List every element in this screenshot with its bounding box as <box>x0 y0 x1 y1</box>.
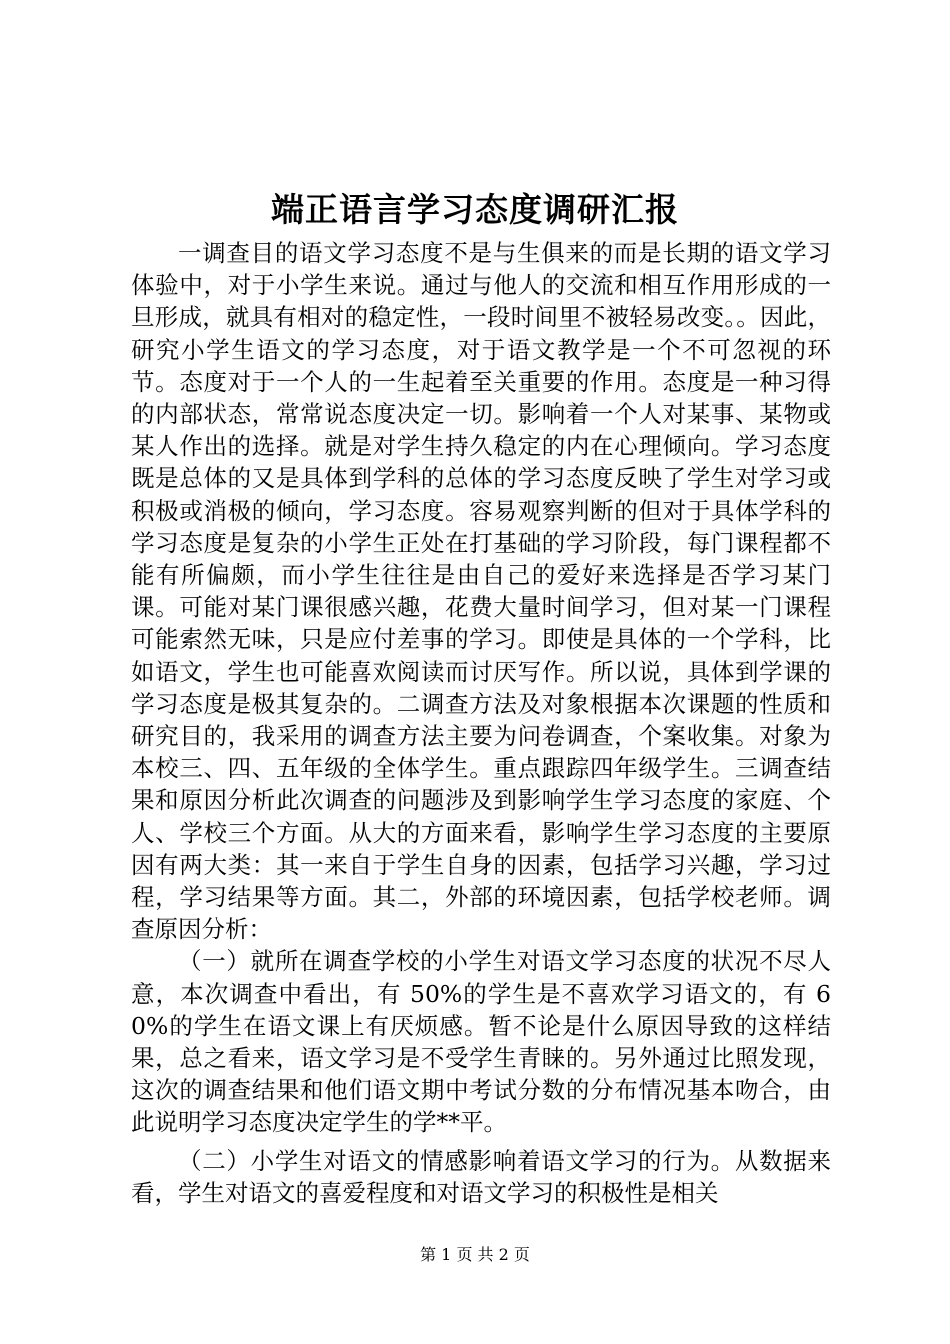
document-body <box>131 237 831 1209</box>
document-title: 端正语言学习态度调研汇报 <box>271 190 679 229</box>
paragraph-1: 一调查目的语文学习态度不是与生俱来的而是长期的语文学习体验中，对于小学生来说。通过与他人的交流和相互作用形成的一旦形成，就具有相对的稳定性，一段时间里不被轻易改变。。因此，研究小学生语文的学习态度，对于语文教学是一个不可忽视的环节。态度对于一个人的一生起着至关重要的作用。态度是一种习得的内部状态，常常说态度决定一切。影响着一个人对某事、某物或某人作出的选择。就是对学生持久稳定的内在心理倾向。学习态度既是总体的又是具体到学科的总体的学习态度反映了学生对学习或积极或消极的倾向，学习态度。容易观察判断的但对于具体学科的学习态度是复杂的小学生正处在打基础的学习阶段，每门课程都不能有所偏颇，而小学生往往是由自己的爱好来选择是否学习某门课。可能对某门课很感兴趣，花费大量时间学习，但对某一门课程可能索然无味，只是应付差事的学习。即使是具体的一个学科，比如语文，学生也可能喜欢阅读而讨厌写作。所以说，具体到学课的学习态度是极其复杂的。二调查方法及对象根据本次课题的性质和研究目的，我采用的调查方法主要为问卷调查，个案收集。对象为本校三、四、五年级的全体学生。重点跟踪四年级学生。三调查结果和原因分析此次调查的问题涉及到影响学生学习态度的家庭、个人、学校三个方面。从大的方面来看，影响学生学习态度的主要原因有两大类：其一来自于学生自身的因素，包括学习兴趣，学习过程，学习结果等方面。其二，外部的环境因素，包括学校老师。调查原因分析： <box>131 239 831 944</box>
page-number-footer: 第 1 页 共 2 页 <box>420 1245 530 1264</box>
paragraph-3: （二）小学生对语文的情感影响着语文学习的行为。从数据来看，学生对语文的喜爱程度和对语文学习的积极性是相关 <box>131 1146 831 1207</box>
paragraph-2: （一）就所在调查学校的小学生对语文学习态度的状况不尽人意，本次调查中看出，有 50%的学生是不喜欢学习语文的，有 60%的学生在语文课上有厌烦感。暂不论是什么原因导致的这样结果，总之看来，语文学习是不受学生青睐的。另外通过比照发现，这次的调查结果和他们语文期中考试分数的分布情况基本吻合，由此说明学习态度决定学生的学**平。 <box>131 947 831 1137</box>
